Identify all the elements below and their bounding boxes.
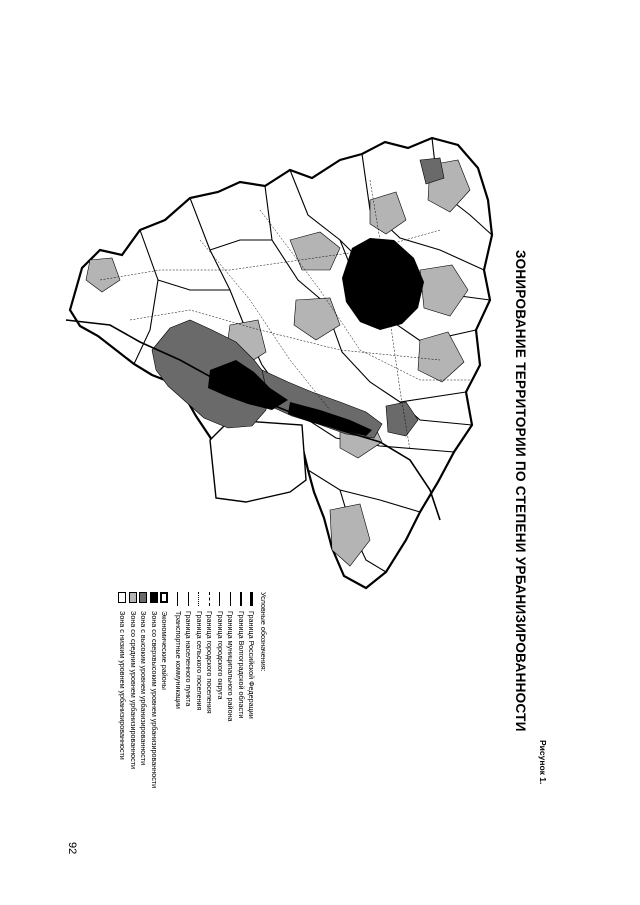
legend-item-label: Экономические районы [160,611,170,690]
thick-line-icon [246,592,256,608]
map-drawing [40,120,520,600]
legend-item [246,592,257,788]
neighbour-territory [210,420,306,502]
legend-item-label: Граница муниципального района [226,611,236,722]
white-swatch-icon [117,592,127,608]
dotted-line-icon [194,592,204,608]
legend-item-label: Зона со сверхвысоким уровнем урбанизированности [150,611,159,789]
dark-gray-swatch-icon [138,592,148,608]
legend-zones [117,592,170,788]
legend-item-label: Зона с низким уровнем урбанизированности [118,611,128,760]
light-gray-swatch-icon [128,592,138,608]
legend-item [236,592,247,788]
legend-item-label: Граница городского поселения [205,611,215,714]
legend-item [138,592,149,788]
legend-item-label: Транспортные коммуникации [174,611,183,709]
legend-item [215,592,226,788]
bold-line-icon [236,592,246,608]
thin-line-icon [215,592,225,608]
road-line-icon [173,592,183,608]
map-title: ЗОНИРОВАНИЕ ТЕРРИТОРИИ ПО СТЕПЕНИ УРБАНИЗИРОВАННОСТИ [513,250,528,732]
legend-item-label: Граница сельского поселения [195,611,204,711]
hair-line-icon [183,592,193,608]
dashed-line-icon [204,592,214,608]
legend-item-label: Граница городского округа [216,611,225,700]
legend-boundaries [173,592,257,788]
legend-item [128,592,139,788]
legend-item [225,592,236,788]
map-legend [117,592,268,788]
medium-line-icon [225,592,235,608]
legend-item [194,592,205,788]
legend-item [173,592,184,788]
legend-item [204,592,215,788]
legend-item-label: Зона с высоким уровнем урбанизированности [139,611,149,766]
outline-swatch-icon [159,592,169,608]
page-number: 92 [66,842,78,855]
legend-item [117,592,128,788]
legend-item [149,592,160,788]
legend-heading: Условные обозначения: [259,592,268,672]
legend-item [159,592,170,788]
black-swatch-icon [149,592,159,608]
urbanization-map [40,120,520,600]
legend-item-label: Граница Волгоградской области [237,611,246,719]
legend-item-label: Граница населенного пункта [184,611,194,707]
legend-item-label: Граница Российской Федерации [247,611,257,719]
legend-item-label: Зона со средним уровнем урбанизированности [129,611,138,770]
figure-label: Рисунок 1. [538,740,548,785]
legend-item [183,592,194,788]
